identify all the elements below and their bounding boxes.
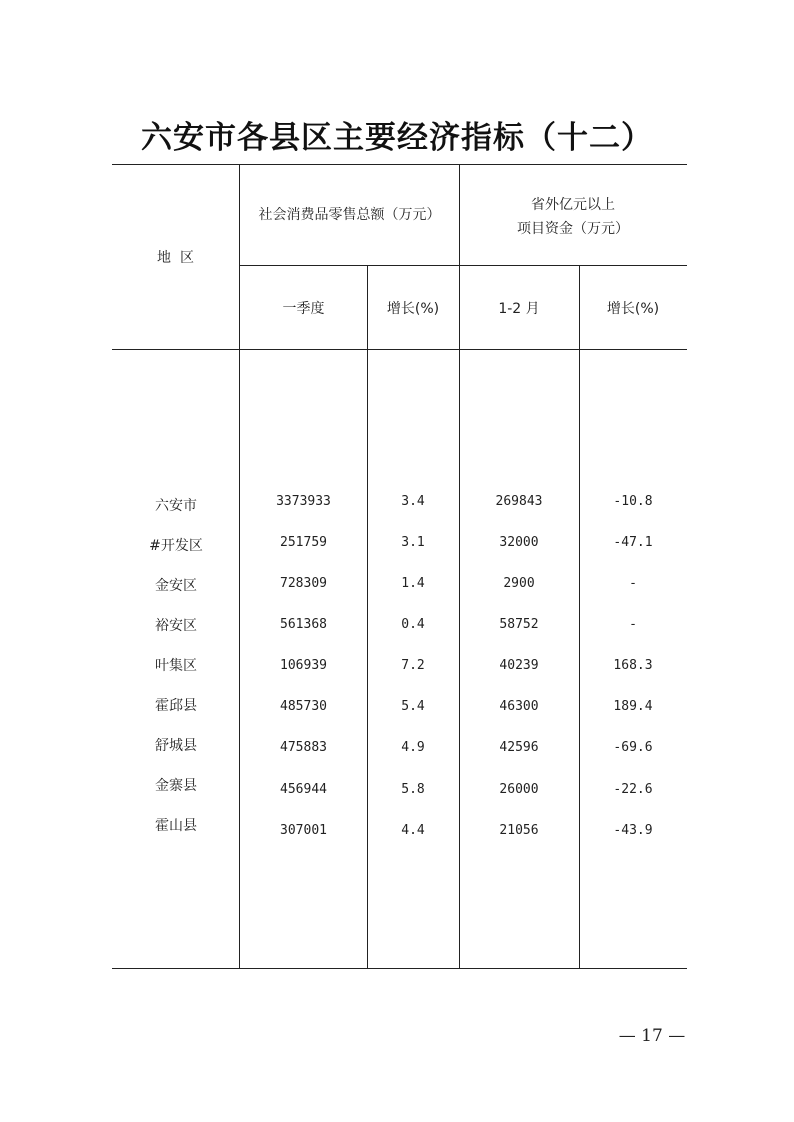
- cell-project: 2900: [503, 576, 535, 591]
- cell-retail: 456944: [280, 782, 327, 797]
- cell-project: 269843: [495, 494, 543, 509]
- cell-project-growth: -10.8: [613, 494, 653, 509]
- header-growth-retail: 增长(%): [386, 301, 440, 317]
- cell-retail-growth: 4.4: [401, 823, 425, 838]
- header-project-group-line1: 省外亿元以上: [531, 197, 615, 213]
- cell-retail: 106939: [280, 658, 327, 673]
- cell-retail-growth: 3.4: [401, 494, 425, 509]
- cell-region: 裕安区: [155, 618, 197, 634]
- header-project-group-line2: 项目资金（万元）: [517, 221, 629, 237]
- header-growth-project: 增长(%): [606, 301, 660, 317]
- cell-project-growth: -69.6: [613, 740, 653, 755]
- cell-retail-growth: 5.4: [401, 699, 425, 714]
- cell-project-growth: -47.1: [613, 535, 653, 550]
- column-divider-region: [239, 164, 240, 968]
- cell-region: 六安市: [155, 498, 197, 514]
- cell-region: 金安区: [155, 578, 197, 594]
- cell-project: 21056: [499, 823, 539, 838]
- cell-retail-growth: 7.2: [401, 658, 425, 673]
- table-bottom-border: [112, 968, 687, 969]
- cell-retail: 561368: [280, 617, 327, 632]
- cell-project: 46300: [499, 699, 539, 714]
- cell-region: 舒城县: [155, 738, 197, 754]
- cell-region: 霍山县: [155, 818, 197, 834]
- cell-project: 26000: [499, 782, 539, 797]
- group-header-divider: [240, 265, 687, 266]
- page-title: 六安市各县区主要经济指标（十二）: [141, 120, 653, 156]
- cell-project: 42596: [499, 740, 539, 755]
- cell-project-growth: -: [629, 576, 637, 591]
- cell-retail: 728309: [280, 576, 327, 591]
- cell-region: 金寨县: [155, 778, 197, 794]
- cell-retail-growth: 1.4: [401, 576, 425, 591]
- cell-retail-growth: 4.9: [401, 740, 425, 755]
- cell-retail-growth: 0.4: [401, 617, 425, 632]
- cell-project-growth: -43.9: [613, 823, 653, 838]
- cell-project: 58752: [499, 617, 539, 632]
- cell-region: 叶集区: [155, 658, 197, 674]
- cell-retail: 3373933: [276, 494, 331, 509]
- cell-project: 40239: [499, 658, 539, 673]
- page-number: — 17 —: [618, 1026, 686, 1046]
- column-divider-group: [459, 164, 460, 968]
- cell-retail: 485730: [280, 699, 327, 714]
- header-bottom-border: [112, 349, 687, 350]
- header-jan-feb: 1-2 月: [498, 301, 540, 317]
- cell-project-growth: 168.3: [613, 658, 653, 673]
- header-q1: 一季度: [282, 301, 325, 317]
- cell-retail: 251759: [280, 535, 327, 550]
- cell-region: #开发区: [149, 538, 203, 554]
- cell-project-growth: -22.6: [613, 782, 653, 797]
- cell-project-growth: 189.4: [613, 699, 653, 714]
- cell-project-growth: -: [629, 617, 637, 632]
- header-region: 地 区: [157, 250, 194, 266]
- header-retail-group: 社会消费品零售总额（万元）: [258, 207, 441, 223]
- cell-retail-growth: 3.1: [401, 535, 425, 550]
- cell-retail: 307001: [280, 823, 327, 838]
- cell-retail-growth: 5.8: [401, 782, 425, 797]
- table-top-border: [112, 164, 687, 165]
- cell-project: 32000: [499, 535, 539, 550]
- cell-region: 霍邱县: [155, 698, 197, 714]
- cell-retail: 475883: [280, 740, 327, 755]
